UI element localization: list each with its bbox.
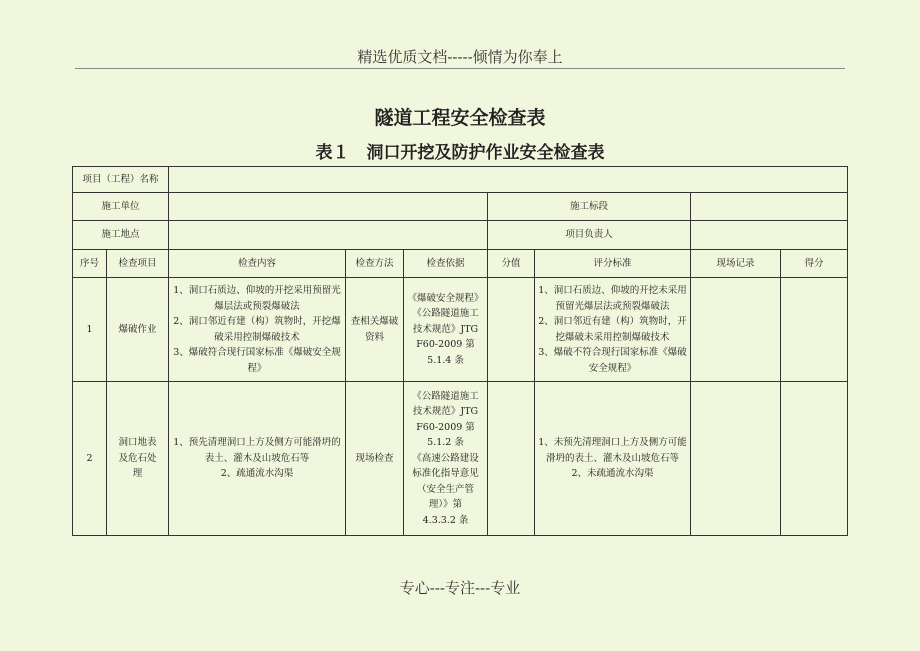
- column-header-row: [73, 250, 848, 278]
- manager-label: 项目负责人: [488, 221, 691, 250]
- check-basis: 《爆破安全规程》 《公路隧道施工 技术规范》JTG F60-2009 第 5.1.4 条: [404, 278, 488, 382]
- column-header: 现场记录: [691, 250, 781, 278]
- location-row: [73, 221, 848, 250]
- row-number: 1: [73, 278, 107, 382]
- column-header: 评分标准: [535, 250, 691, 278]
- row-number: 2: [73, 382, 107, 536]
- construction-unit-value: [169, 193, 488, 221]
- scoring-criteria: 1、洞口石质边、仰坡的开挖未采用预留光爆层法或预裂爆破法 2、洞口邻近有建（构）筑物时，开挖爆破未采用控制爆破技术 3、爆破不符合现行国家标准《爆破安全规程》: [535, 278, 691, 382]
- column-header: 分值: [488, 250, 535, 278]
- manager-value: [691, 221, 848, 250]
- construction-unit-label: 施工单位: [73, 193, 169, 221]
- check-method: 查相关爆破 资料: [346, 278, 404, 382]
- scoring-criteria: 1、未预先清理洞口上方及侧方可能滑坍的表土、灌木及山坡危石等 2、未疏通流水沟渠: [535, 382, 691, 536]
- check-content: 1、洞口石质边、仰坡的开挖采用预留光爆层法或预裂爆破法 2、洞口邻近有建（构）筑物时，开挖爆破采用控制爆破技术 3、爆破符合现行国家标准《爆破安全规程》: [169, 278, 346, 382]
- column-header: 检查项目: [107, 250, 169, 278]
- check-method: 现场检查: [346, 382, 404, 536]
- section-value: [691, 193, 848, 221]
- page-header: 精选优质文档-----倾情为你奉上: [357, 48, 563, 66]
- unit-row: [73, 193, 848, 221]
- check-item: 洞口地表 及危石处 理: [107, 382, 169, 536]
- page-footer: 专心---专注---专业: [399, 579, 521, 597]
- table-subtitle: 表１ 洞口开挖及防护作业安全检查表: [315, 143, 605, 163]
- check-item: 爆破作业: [107, 278, 169, 382]
- points-earned: [781, 278, 848, 382]
- table-row: [73, 278, 848, 382]
- inspection-table: [72, 166, 848, 536]
- table-row: [73, 382, 848, 536]
- section-label: 施工标段: [488, 193, 691, 221]
- location-label: 施工地点: [73, 221, 169, 250]
- points-earned: [781, 382, 848, 536]
- score-value: [488, 382, 535, 536]
- project-name-label: 项目（工程）名称: [73, 167, 169, 193]
- site-record: [691, 278, 781, 382]
- column-header: 序号: [73, 250, 107, 278]
- column-header: 检查依据: [404, 250, 488, 278]
- check-basis: 《公路隧道施工 技术规范》JTG F60-2009 第 5.1.2 条 《高速公路建设 标准化指导意见 （安全生产管 理）》第 4.3.3.2 条: [404, 382, 488, 536]
- project-name-row: [73, 167, 848, 193]
- document-title: 隧道工程安全检查表: [374, 107, 546, 129]
- check-content: 1、预先清理洞口上方及侧方可能滑坍的表土、灌木及山坡危石等 2、疏通流水沟渠: [169, 382, 346, 536]
- header-divider: [75, 68, 845, 69]
- column-header: 得分: [781, 250, 848, 278]
- location-value: [169, 221, 488, 250]
- score-value: [488, 278, 535, 382]
- project-name-value: [169, 167, 848, 193]
- site-record: [691, 382, 781, 536]
- column-header: 检查方法: [346, 250, 404, 278]
- column-header: 检查内容: [169, 250, 346, 278]
